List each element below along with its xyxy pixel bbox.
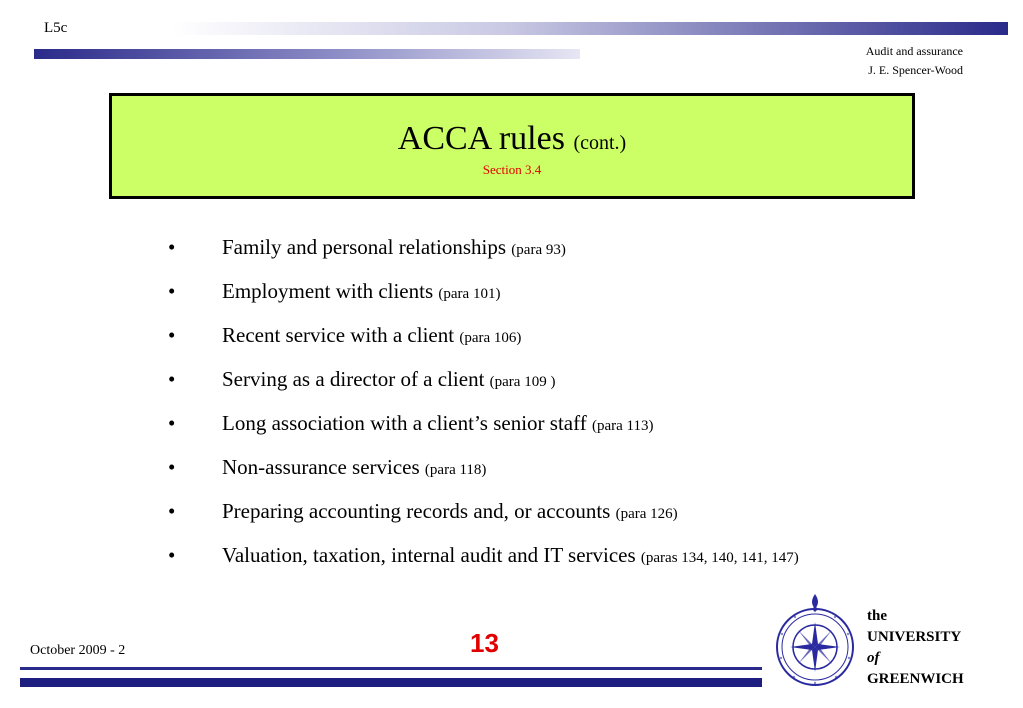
university-line-1: the (867, 608, 887, 624)
bullet-icon: • (168, 411, 176, 435)
university-line-3: of (867, 650, 880, 666)
bullet-text: Valuation, taxation, internal audit and IT services (222, 543, 636, 567)
bullet-reference: (para 126) (615, 506, 678, 522)
university-seal-icon (772, 592, 858, 692)
footer-date: October 2009 - 2 (30, 643, 126, 658)
bullet-item (165, 280, 905, 306)
footer-bar (20, 678, 762, 687)
bullet-text: Preparing accounting records and, or accounts (222, 499, 611, 523)
bullet-text: Family and personal relationships (222, 235, 507, 259)
bullet-text: Non-assurance services (222, 455, 420, 479)
header-gradient-bar (172, 22, 1008, 35)
title-box (109, 93, 915, 199)
bullet-list (165, 236, 905, 588)
bullet-item (165, 368, 905, 394)
bullet-icon: • (168, 543, 176, 567)
bullet-icon: • (168, 499, 176, 523)
bullet-icon: • (168, 367, 176, 391)
bullet-item (165, 500, 905, 526)
bullet-text: Recent service with a client (222, 323, 455, 347)
bullet-reference: (para 109 ) (489, 374, 556, 390)
university-line-4: GREENWICH (867, 671, 964, 687)
bullet-item (165, 324, 905, 350)
bullet-reference: (para 106) (459, 330, 522, 346)
bullet-item (165, 412, 905, 438)
bullet-reference: (para 118) (424, 462, 487, 478)
bullet-text: Employment with clients (222, 279, 434, 303)
bullet-icon: • (168, 279, 176, 303)
slide-title-suffix: (cont.) (573, 132, 627, 154)
author-name: J. E. Spencer-Wood (868, 63, 963, 77)
header-gradient-bar-secondary (34, 49, 580, 59)
bullet-text: Serving as a director of a client (222, 367, 485, 391)
bullet-reference: (para 101) (438, 286, 501, 302)
page-number: 13 (470, 628, 499, 658)
bullet-icon: • (168, 455, 176, 479)
bullet-icon: • (168, 235, 176, 259)
slide-title: ACCA rules (397, 120, 565, 157)
title-line (112, 120, 912, 162)
course-name: Audit and assurance (865, 44, 963, 58)
slide-code: L5c (44, 20, 68, 36)
bullet-item (165, 236, 905, 262)
section-reference: Section 3.4 (482, 162, 542, 177)
bullet-reference: (para 113) (591, 418, 654, 434)
bullet-item (165, 544, 905, 570)
university-wordmark (867, 606, 964, 690)
university-line-2: UNIVERSITY (867, 629, 962, 645)
bullet-icon: • (168, 323, 176, 347)
bullet-item (165, 456, 905, 482)
bullet-reference: (paras 134, 140, 141, 147) (640, 550, 799, 566)
bullet-reference: (para 93) (511, 242, 566, 258)
footer-line (20, 667, 762, 670)
bullet-text: Long association with a client’s senior staff (222, 411, 587, 435)
